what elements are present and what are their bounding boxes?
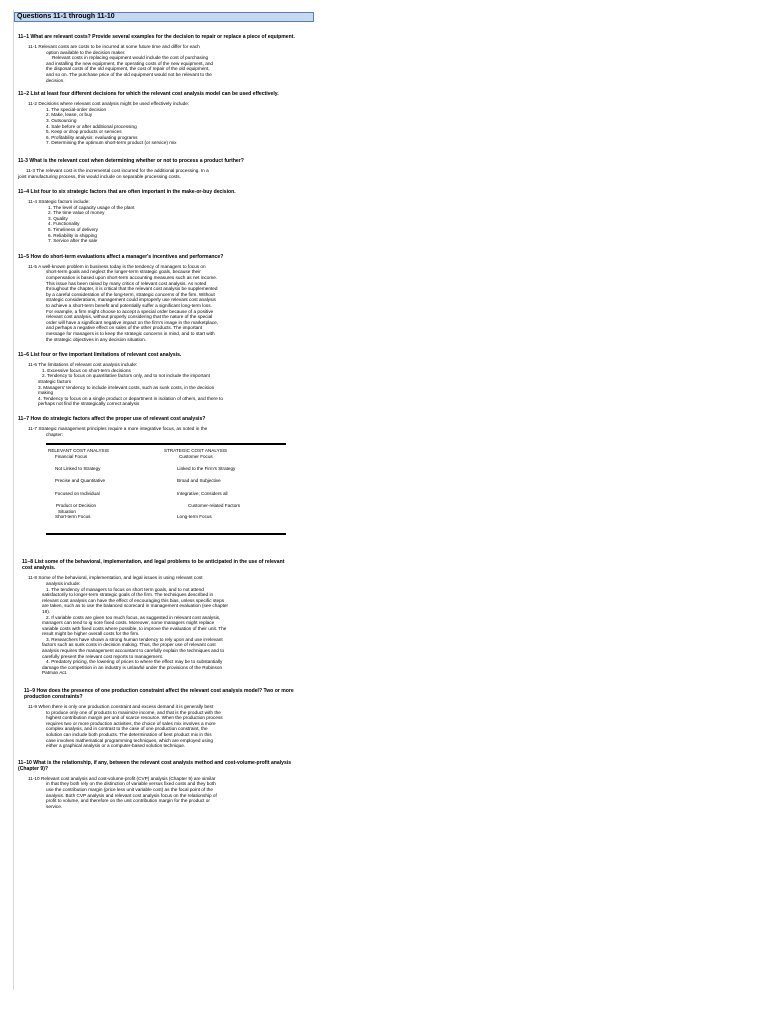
list-item: 5. Timeliness of delivery xyxy=(48,227,99,233)
table-cell: Situation xyxy=(58,508,76,514)
answer-line: order will have a significant negative impact on the firm's image in the marketplace, xyxy=(46,319,219,325)
answer-line: damage the competition in an industry is unlawful under the provisions of the Robinson xyxy=(42,664,223,670)
answer-line: highest contribution margin per unit of scarce resource. When the production process xyxy=(46,715,223,721)
table-cell: Not Linked to Strategy xyxy=(55,465,101,471)
answer-11-10 xyxy=(18,776,296,810)
answer-line: 18). xyxy=(42,608,51,614)
answer-line: 1. The tendency of managers to focus on short term goals, and to not attend xyxy=(46,586,204,592)
answer-line: in that they both rely on the distinction of variable versus fixed costs and they both xyxy=(46,781,216,787)
answer-line: 11-10 Relevant cost analysis and cost-volume-profit (CVP) analysis (Chapter 9) are similar xyxy=(28,775,216,781)
answer-line: decision. xyxy=(46,77,65,83)
question-11-10: 11–10 What is the relationship, if any, between the relevant cost analysis method and cost-volume-profit analysis (Chapter 9)? xyxy=(18,759,292,772)
answer-11-6 xyxy=(18,362,296,407)
answer-line: 11-8 Some of the behavioral, implementation, and legal issues in using relevant cost xyxy=(28,575,203,581)
answer-11-2 xyxy=(18,101,296,146)
table-cell: Customer-related Factors xyxy=(188,503,241,509)
question-11-4: 11–4 List four to six strategic factors that are often important in the make-or-buy decision. xyxy=(18,189,236,196)
answer-line: analysis requires the management accountant to carefully explain the techniques and to xyxy=(42,648,225,654)
document-body xyxy=(18,34,296,809)
answer-11-1 xyxy=(18,44,296,83)
answer-line: managers can tend to ig nore fixed costs. Moreover, some managers might replace xyxy=(42,620,215,626)
answer-line: variable costs with fixed costs where possible, to improve the evaluation of their unit. The xyxy=(42,625,227,631)
answer-line: satisfactorily to longer-term strategic goals of the firm. The techniques described in xyxy=(42,592,214,598)
list-item: 1. The level of capacity usage of the plant xyxy=(48,204,135,210)
answer-line: analysis. Both CVP analysis and relevant cost analysis focus on the relationship of xyxy=(46,792,217,798)
answer-line: to produce only one of products to maximize income, and that is the product with the xyxy=(46,709,221,715)
table-row xyxy=(46,514,286,519)
answer-line: are taken, such as to use the balanced scorecard in management evaluation (see chapter xyxy=(42,603,229,609)
section-header xyxy=(14,12,314,22)
question-11-9: 11–9 How does the presence of one production constraint affect the relevant cost analysis model? Two or more production constraints? xyxy=(24,688,294,701)
answer-line: and installing the new equipment, the operating costs of the new equipment, and xyxy=(46,60,214,66)
answer-line: use the contribution margin (price less unit variable cost) as the focal point of the xyxy=(46,786,214,792)
table-cell: Financial Focus xyxy=(55,453,88,459)
answer-line: by a careful consideration of the long-term, strategic concerns of the firm. Without xyxy=(46,291,215,297)
left-margin-rule xyxy=(13,10,14,990)
list-item: 4. Sale before or after additional processing xyxy=(46,123,137,129)
answer-line: and perhaps a negative effect on sales of the other products. The important xyxy=(46,325,203,331)
answer-line: This issue has been raised by many critics of relevant cost analysis. As noted xyxy=(46,280,207,286)
table-cell: Broad and Subjective xyxy=(177,478,221,484)
answer-line: Patman Act. xyxy=(42,670,68,676)
answer-line: compensation is based upon short-term accounting measures such as net income. xyxy=(46,275,218,281)
answer-line: chapter: xyxy=(46,431,63,437)
answer-line: profit to volume, and therefore on the unit contribution margin for the product or xyxy=(46,798,210,804)
question-11-8: 11–8 List some of the behavioral, implementation, and legal problems to be anticipated in the use of relevant cost analysis. xyxy=(22,559,285,572)
answer-11-8 xyxy=(18,575,296,676)
comparison-table xyxy=(46,443,286,535)
list-item: 7. Determining the optimum short-term product (or service) mix xyxy=(46,140,177,146)
table-cell: Integrative; Considers all xyxy=(177,490,228,496)
table-header-cell: STRATEGIC COST ANALYSIS xyxy=(164,448,228,454)
list-item: 7. Service after the sale xyxy=(48,238,98,244)
answer-11-5 xyxy=(18,264,296,342)
list-item: 6. Profitability analysis: evaluating programs xyxy=(46,134,138,140)
list-item: 3. Quality xyxy=(48,215,68,221)
answer-11-4 xyxy=(18,199,296,244)
table-cell: Short-term Focus xyxy=(55,513,91,519)
list-item: 1. The special-order decision xyxy=(46,106,107,112)
question-11-1: 11–1 What are relevant costs? Provide several examples for the decision to repair or replace a piece of equipment. xyxy=(18,34,295,40)
answer-11-7 xyxy=(18,426,296,437)
answer-line: and so on. The purchase price of the old equipment would not be relevant to the xyxy=(46,71,212,77)
list-item: strategic factors xyxy=(38,378,72,384)
table-row xyxy=(46,466,286,471)
table-row xyxy=(46,454,286,459)
answer-line: 11-5 A well-known problem in business today is the tendency of managers to focus on xyxy=(28,263,206,269)
list-item: perhaps not find the strategically correct analysis xyxy=(38,401,140,407)
answer-line: 2. If variable costs are given too much focus, as suggested in relevant cost analysis, xyxy=(46,614,221,620)
answer-11-9 xyxy=(18,704,296,749)
table-cell: Linked to the Firm's Strategy xyxy=(177,465,236,471)
list-item: 2. Make, lease, or buy xyxy=(46,112,93,118)
answer-line: factors such as sunk costs in decision making. Thus, the proper use of relevant cost xyxy=(42,642,216,648)
table-cell: Product or Decision xyxy=(56,503,97,509)
answer-line: requires two or more production activities, the choice of sales mix involves a more xyxy=(46,720,216,726)
answer-line: either a graphical analysis or a computer-based solution technique. xyxy=(46,743,186,749)
answer-line: service. xyxy=(46,803,63,809)
answer-line: short-term goals and neglect the longer-term strategic goals, because their xyxy=(46,269,201,275)
answer-line: 3. Researchers have shown a strong human tendency to rely upon and use irrelevant xyxy=(46,636,223,642)
list-item: 4. Tendency to focus on a single product or department in isolation of others, and there to xyxy=(38,395,223,401)
answer-line: to achieve a short-term benefit and potentially suffer a significant long-term loss. xyxy=(46,303,212,308)
section-title: Questions 11-1 through 11-10 xyxy=(17,13,115,20)
answer-line: For example, a firm might choose to accept a special order because of a positive xyxy=(46,308,214,314)
table-cell: Precise and Quantitative xyxy=(55,478,106,484)
answer-line: option available to the decision maker. xyxy=(46,49,126,55)
answer-intro: 11-2 Decisions where relevant cost analysis might be used effectively include: xyxy=(28,101,190,107)
list-item: 3. Managers' tendency to include irrelevant costs, such as sunk costs, in the decision xyxy=(38,384,215,390)
question-11-2: 11–2 List at least four different decisions for which the relevant cost analysis model can be used effectively. xyxy=(18,91,279,98)
answer-line: strategic considerations, management could improperly use relevant cost analysis xyxy=(46,297,216,303)
answer-line: relevant cost analysis can have the effect of encouraging this bias, unless specific steps xyxy=(42,597,225,603)
answer-intro: 11-4 Strategic factors include: xyxy=(28,199,90,205)
question-11-3: 11-3 What is the relevant cost when determining whether or not to process a product further? xyxy=(18,157,244,164)
list-item: making xyxy=(38,390,54,396)
table-cell: Long-term Focus xyxy=(177,513,212,519)
answer-line: 11-9 When there is only one production constraint and excess demand it is generally best xyxy=(28,704,214,710)
answer-line: analysis include: xyxy=(46,580,81,586)
question-11-6: 11–6 List four or five important limitations of relevant cost analysis. xyxy=(18,352,182,359)
list-item: 4. Functionality xyxy=(48,221,80,227)
answer-line: carefully present the relevant cost reports to management. xyxy=(42,653,164,659)
answer-line: result might be higher overall costs for the firm. xyxy=(42,631,140,637)
answer-line: 4. Predatory pricing, the lowering of prices to where the effect may be to substantially xyxy=(46,659,223,665)
table-row xyxy=(46,478,286,483)
table-top-rule xyxy=(46,443,286,445)
answer-line: message for managers is to keep the strategic concerns in mind, and to start with xyxy=(46,330,215,336)
list-item: 2. The time value of money xyxy=(48,210,105,216)
answer-line: Relevant costs in replacing equipment would include the cost of purchasing xyxy=(52,55,209,61)
question-11-5: 11–5 How do short-term evaluations affect a manager's incentives and performance? xyxy=(18,253,224,260)
answer-intro: 11-6 The limitations of relevant cost analysis include: xyxy=(28,362,138,368)
answer-line: 11-7 Strategic management principles require a more integrative focus, as noted in the xyxy=(28,425,208,431)
answer-line: solution can include both products. The determination of best product mix in this xyxy=(46,732,212,737)
list-item: 3. Outsourcing xyxy=(46,117,77,123)
answer-line: complex analysis, and in contrast to the case of one production constraint, the xyxy=(46,726,208,732)
answer-line: joint manufacturing process, this would include on separable processing costs. xyxy=(18,173,181,179)
answer-line: relevant cost analysis, without properly considering that the nature of the special xyxy=(46,314,213,320)
table-header-cell: RELEVANT COST ANALYSIS xyxy=(48,448,109,454)
list-item: 6. Reliability in shipping xyxy=(48,232,97,238)
table-cell: Focused on Individual xyxy=(55,490,100,496)
question-11-7: 11–7 How do strategic factors affect the proper use of relevant cost analysis? xyxy=(18,415,206,422)
table-row xyxy=(46,491,286,496)
table-bottom-rule xyxy=(46,533,286,535)
table-cell: Customer Focus xyxy=(179,453,213,459)
answer-11-3 xyxy=(18,168,296,179)
answer-line: 11-1 Relevant costs are costs to be incurred at some future time and differ for each xyxy=(28,44,200,49)
list-item: 5. Keep or drop products or services xyxy=(46,129,122,135)
list-item: 1. Excessive focus on short-term decisions xyxy=(42,367,131,373)
list-item: 2. Tendency to focus on quantitative factors only, and to not include the important xyxy=(42,373,210,379)
answer-line: the strategic objectives in any decision situation. xyxy=(46,336,147,342)
answer-line: the disposal costs of the old equipment, the cost of repair of the old equipment, xyxy=(46,66,210,72)
answer-line: case involves mathematical programming techniques, which are employed using xyxy=(46,737,214,743)
answer-line: 11-3 The relevant cost is the incremental cost incurred for the additional processing. In a xyxy=(26,167,209,173)
answer-line: throughout the chapter, it is critical that the relevant cost analysis be supplemented xyxy=(46,286,218,292)
